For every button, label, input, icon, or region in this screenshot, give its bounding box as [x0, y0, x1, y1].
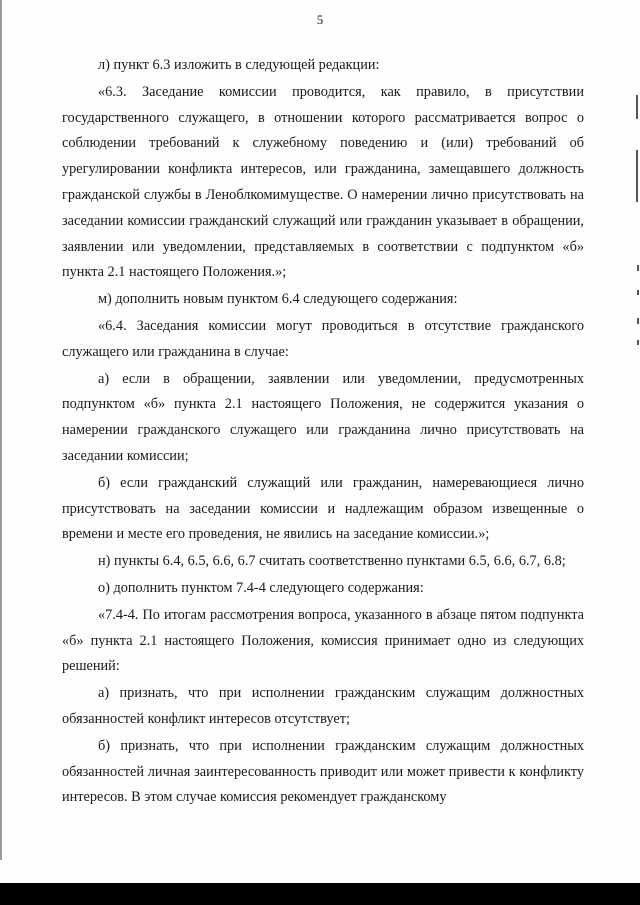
paragraph-item-6-3: «6.3. Заседание комиссии проводится, как правило, в присутствии государственного служащего, в отношении которого рассматривается вопрос о соблюдении требований к служебному поведению и (или) требований об урегулировании конфликта интересов, или гражданина, замещавшего должность гражданской службы в Леноблкомимуществе. О намерении лично присутствовать на заседании комиссии гражданский служащий или гражданин указывает в обращении, заявлении или уведомлении, представляемых в соответствии с подпунктом «б» пункта 2.1 настоящего Положения.»; — [62, 83, 584, 281]
page-number: 5 — [316, 12, 324, 27]
paragraph-decision-a: а) признать, что при исполнении гражданским служащим должностных обязанностей конфликт интересов отсутствует; — [62, 685, 584, 727]
paragraph-item-o: о) дополнить пунктом 7.4-4 следующего содержания: — [98, 579, 424, 596]
paragraph-item-l: л) пункт 6.3 изложить в следующей редакции: — [98, 57, 380, 73]
scan-left-edge — [0, 0, 2, 860]
paragraph-sub-b: б) если гражданский служащий или гражданин, намеревающиеся лично присутствовать на заседании комиссии и надлежащим образом извещенные о времени и месте его проведения, не явились на заседание комиссии.»; — [62, 474, 584, 543]
paragraph-item-7-4-4: «7.4-4. По итогам рассмотрения вопроса, указанного в абзаце пятом подпункта «б» пункта 2.1 настоящего Положения, комиссия принимает одно из следующих решений: — [62, 606, 584, 675]
paragraph-decision-b: б) признать, что при исполнении гражданским служащим должностных обязанностей личная заинтересованность приводит или может привести к конфликту интересов. В этом случае комиссия рекомендует гражданскому — [62, 737, 584, 806]
paragraph-sub-a: а) если в обращении, заявлении или уведомлении, предусмотренных подпунктом «б» пункта 2.1 настоящего Положения, не содержится указания о намерении гражданского служащего или гражданина лично присутствовать на заседании комиссии; — [62, 370, 584, 464]
scan-bottom-band — [0, 883, 640, 905]
document-body — [62, 53, 584, 812]
paragraph-item-6-4: «6.4. Заседания комиссии могут проводиться в отсутствие гражданского служащего или гражданина в случае: — [62, 317, 584, 360]
paragraph-item-m: м) дополнить новым пунктом 6.4 следующего содержания: — [98, 291, 458, 308]
paragraph-item-n: н) пункты 6.4, 6.5, 6.6, 6.7 считать соответственно пунктами 6.5, 6.6, 6.7, 6.8; — [98, 553, 566, 570]
